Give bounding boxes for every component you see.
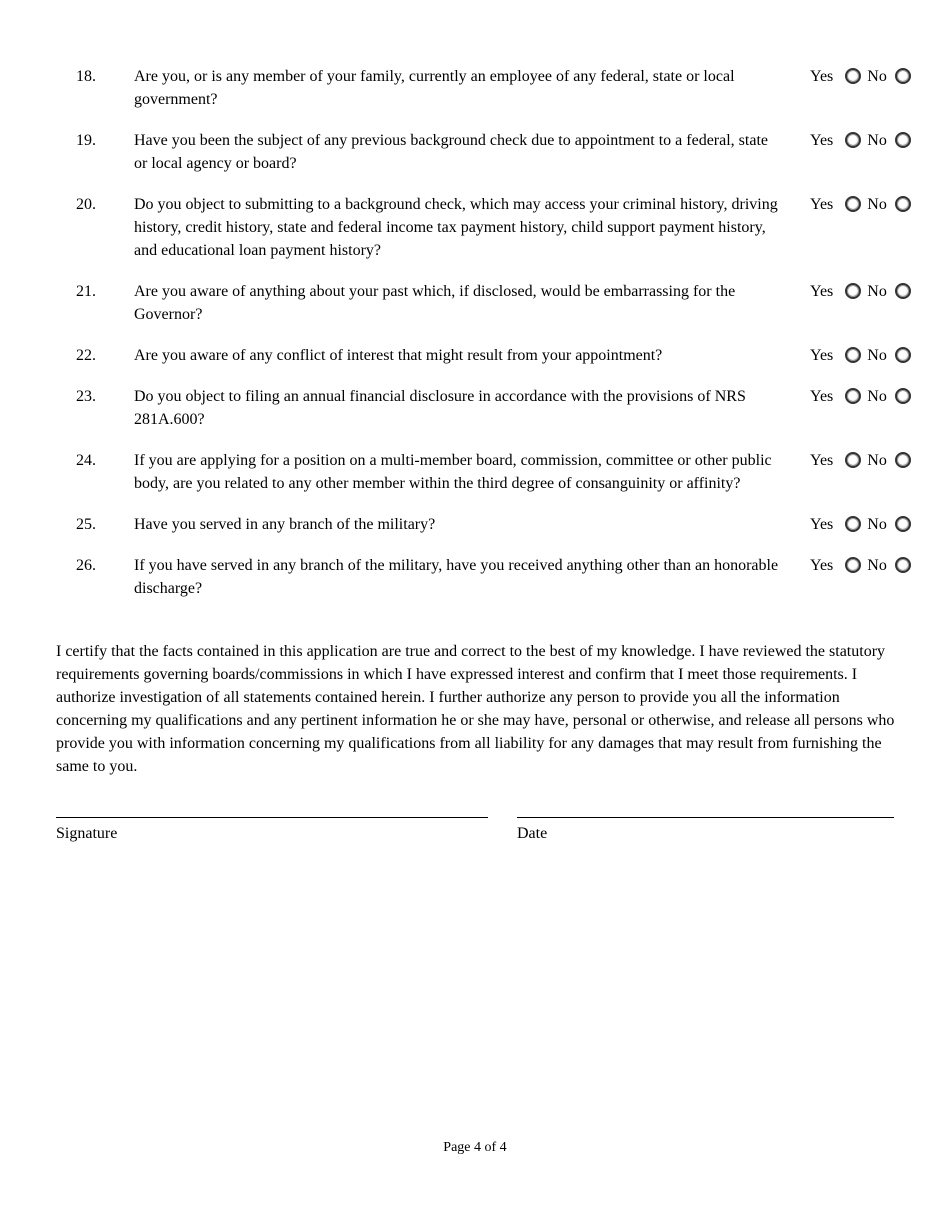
- answer-options: [810, 513, 911, 536]
- question-number: 26.: [76, 557, 96, 574]
- question-row: [0, 193, 950, 262]
- no-radio[interactable]: [895, 68, 911, 84]
- no-radio[interactable]: [895, 557, 911, 573]
- no-radio[interactable]: [895, 347, 911, 363]
- no-radio[interactable]: [895, 196, 911, 212]
- no-radio[interactable]: [895, 516, 911, 532]
- signature-label: Signature: [56, 825, 118, 842]
- question-number: 21.: [76, 283, 96, 300]
- question-number: 24.: [76, 452, 96, 469]
- certification-paragraph: I certify that the facts contained in this application are true and correct to the best of my knowledge. I have reviewed the statutory requirements governing boards/commissions in which I have expressed interest and confirm that I meet those requirements. I authorize investigation of all statements contained herein. I further authorize any person to provide you all the information concerning my qualifications and any pertinent information he or she may have, personal or otherwise, and release all persons who provide you with information concerning my qualifications from all liability for any damages that may result from furnishing the same to you.: [56, 643, 895, 775]
- no-radio[interactable]: [895, 132, 911, 148]
- question-row: [0, 280, 950, 326]
- question-list: [0, 65, 950, 618]
- no-radio[interactable]: [895, 283, 911, 299]
- yes-label: Yes: [810, 196, 834, 213]
- question-text: Do you object to submitting to a background check, which may access your criminal history, driving history, credit history, state and federal income tax payment history, child support payment history, and educational loan payment history?: [134, 196, 778, 259]
- no-label: No: [867, 132, 887, 149]
- yes-label: Yes: [810, 516, 834, 533]
- yes-radio[interactable]: [845, 388, 861, 404]
- question-number: 19.: [76, 132, 96, 149]
- question-row: [0, 344, 950, 367]
- yes-label: Yes: [810, 68, 834, 85]
- no-label: No: [867, 196, 887, 213]
- no-label: No: [867, 68, 887, 85]
- date-label: Date: [517, 825, 548, 842]
- yes-label: Yes: [810, 132, 834, 149]
- question-text: Do you object to filing an annual financial disclosure in accordance with the provisions of NRS 281A.600?: [134, 388, 746, 428]
- question-text: Have you served in any branch of the military?: [134, 516, 436, 533]
- answer-options: [810, 65, 911, 88]
- signature-line[interactable]: [56, 817, 488, 818]
- answer-options: [810, 129, 911, 152]
- question-text: Are you, or is any member of your family, currently an employee of any federal, state or local government?: [134, 68, 735, 108]
- no-label: No: [867, 347, 887, 364]
- date-line[interactable]: [517, 817, 894, 818]
- yes-radio[interactable]: [845, 68, 861, 84]
- no-radio[interactable]: [895, 452, 911, 468]
- answer-options: [810, 280, 911, 303]
- yes-radio[interactable]: [845, 196, 861, 212]
- question-row: [0, 554, 950, 600]
- no-label: No: [867, 516, 887, 533]
- no-label: No: [867, 557, 887, 574]
- question-row: [0, 385, 950, 431]
- question-number: 20.: [76, 196, 96, 213]
- question-text: Are you aware of any conflict of interest that might result from your appointment?: [134, 347, 663, 364]
- question-number: 25.: [76, 516, 96, 533]
- yes-label: Yes: [810, 557, 834, 574]
- yes-radio[interactable]: [845, 283, 861, 299]
- question-number: 18.: [76, 68, 96, 85]
- question-row: [0, 65, 950, 111]
- question-number: 23.: [76, 388, 96, 405]
- question-number: 22.: [76, 347, 96, 364]
- page-number: Page 4 of 4: [443, 1140, 507, 1155]
- question-row: [0, 513, 950, 536]
- question-text: If you are applying for a position on a multi-member board, commission, committee or other public body, are you related to any other member within the third degree of consanguinity or affinity?: [134, 452, 772, 492]
- no-label: No: [867, 388, 887, 405]
- yes-label: Yes: [810, 347, 834, 364]
- answer-options: [810, 344, 911, 367]
- yes-label: Yes: [810, 283, 834, 300]
- question-row: [0, 449, 950, 495]
- question-text: Are you aware of anything about your past which, if disclosed, would be embarrassing for the Governor?: [134, 283, 736, 323]
- no-label: No: [867, 452, 887, 469]
- answer-options: [810, 193, 911, 216]
- answer-options: [810, 554, 911, 577]
- yes-radio[interactable]: [845, 452, 861, 468]
- question-text: If you have served in any branch of the military, have you received anything other than an honorable discharge?: [134, 557, 779, 597]
- no-label: No: [867, 283, 887, 300]
- yes-label: Yes: [810, 452, 834, 469]
- no-radio[interactable]: [895, 388, 911, 404]
- yes-radio[interactable]: [845, 347, 861, 363]
- yes-radio[interactable]: [845, 132, 861, 148]
- question-text: Have you been the subject of any previous background check due to appointment to a federal, state or local agency or board?: [134, 132, 768, 172]
- yes-radio[interactable]: [845, 516, 861, 532]
- question-row: [0, 129, 950, 175]
- yes-label: Yes: [810, 388, 834, 405]
- answer-options: [810, 449, 911, 472]
- answer-options: [810, 385, 911, 408]
- yes-radio[interactable]: [845, 557, 861, 573]
